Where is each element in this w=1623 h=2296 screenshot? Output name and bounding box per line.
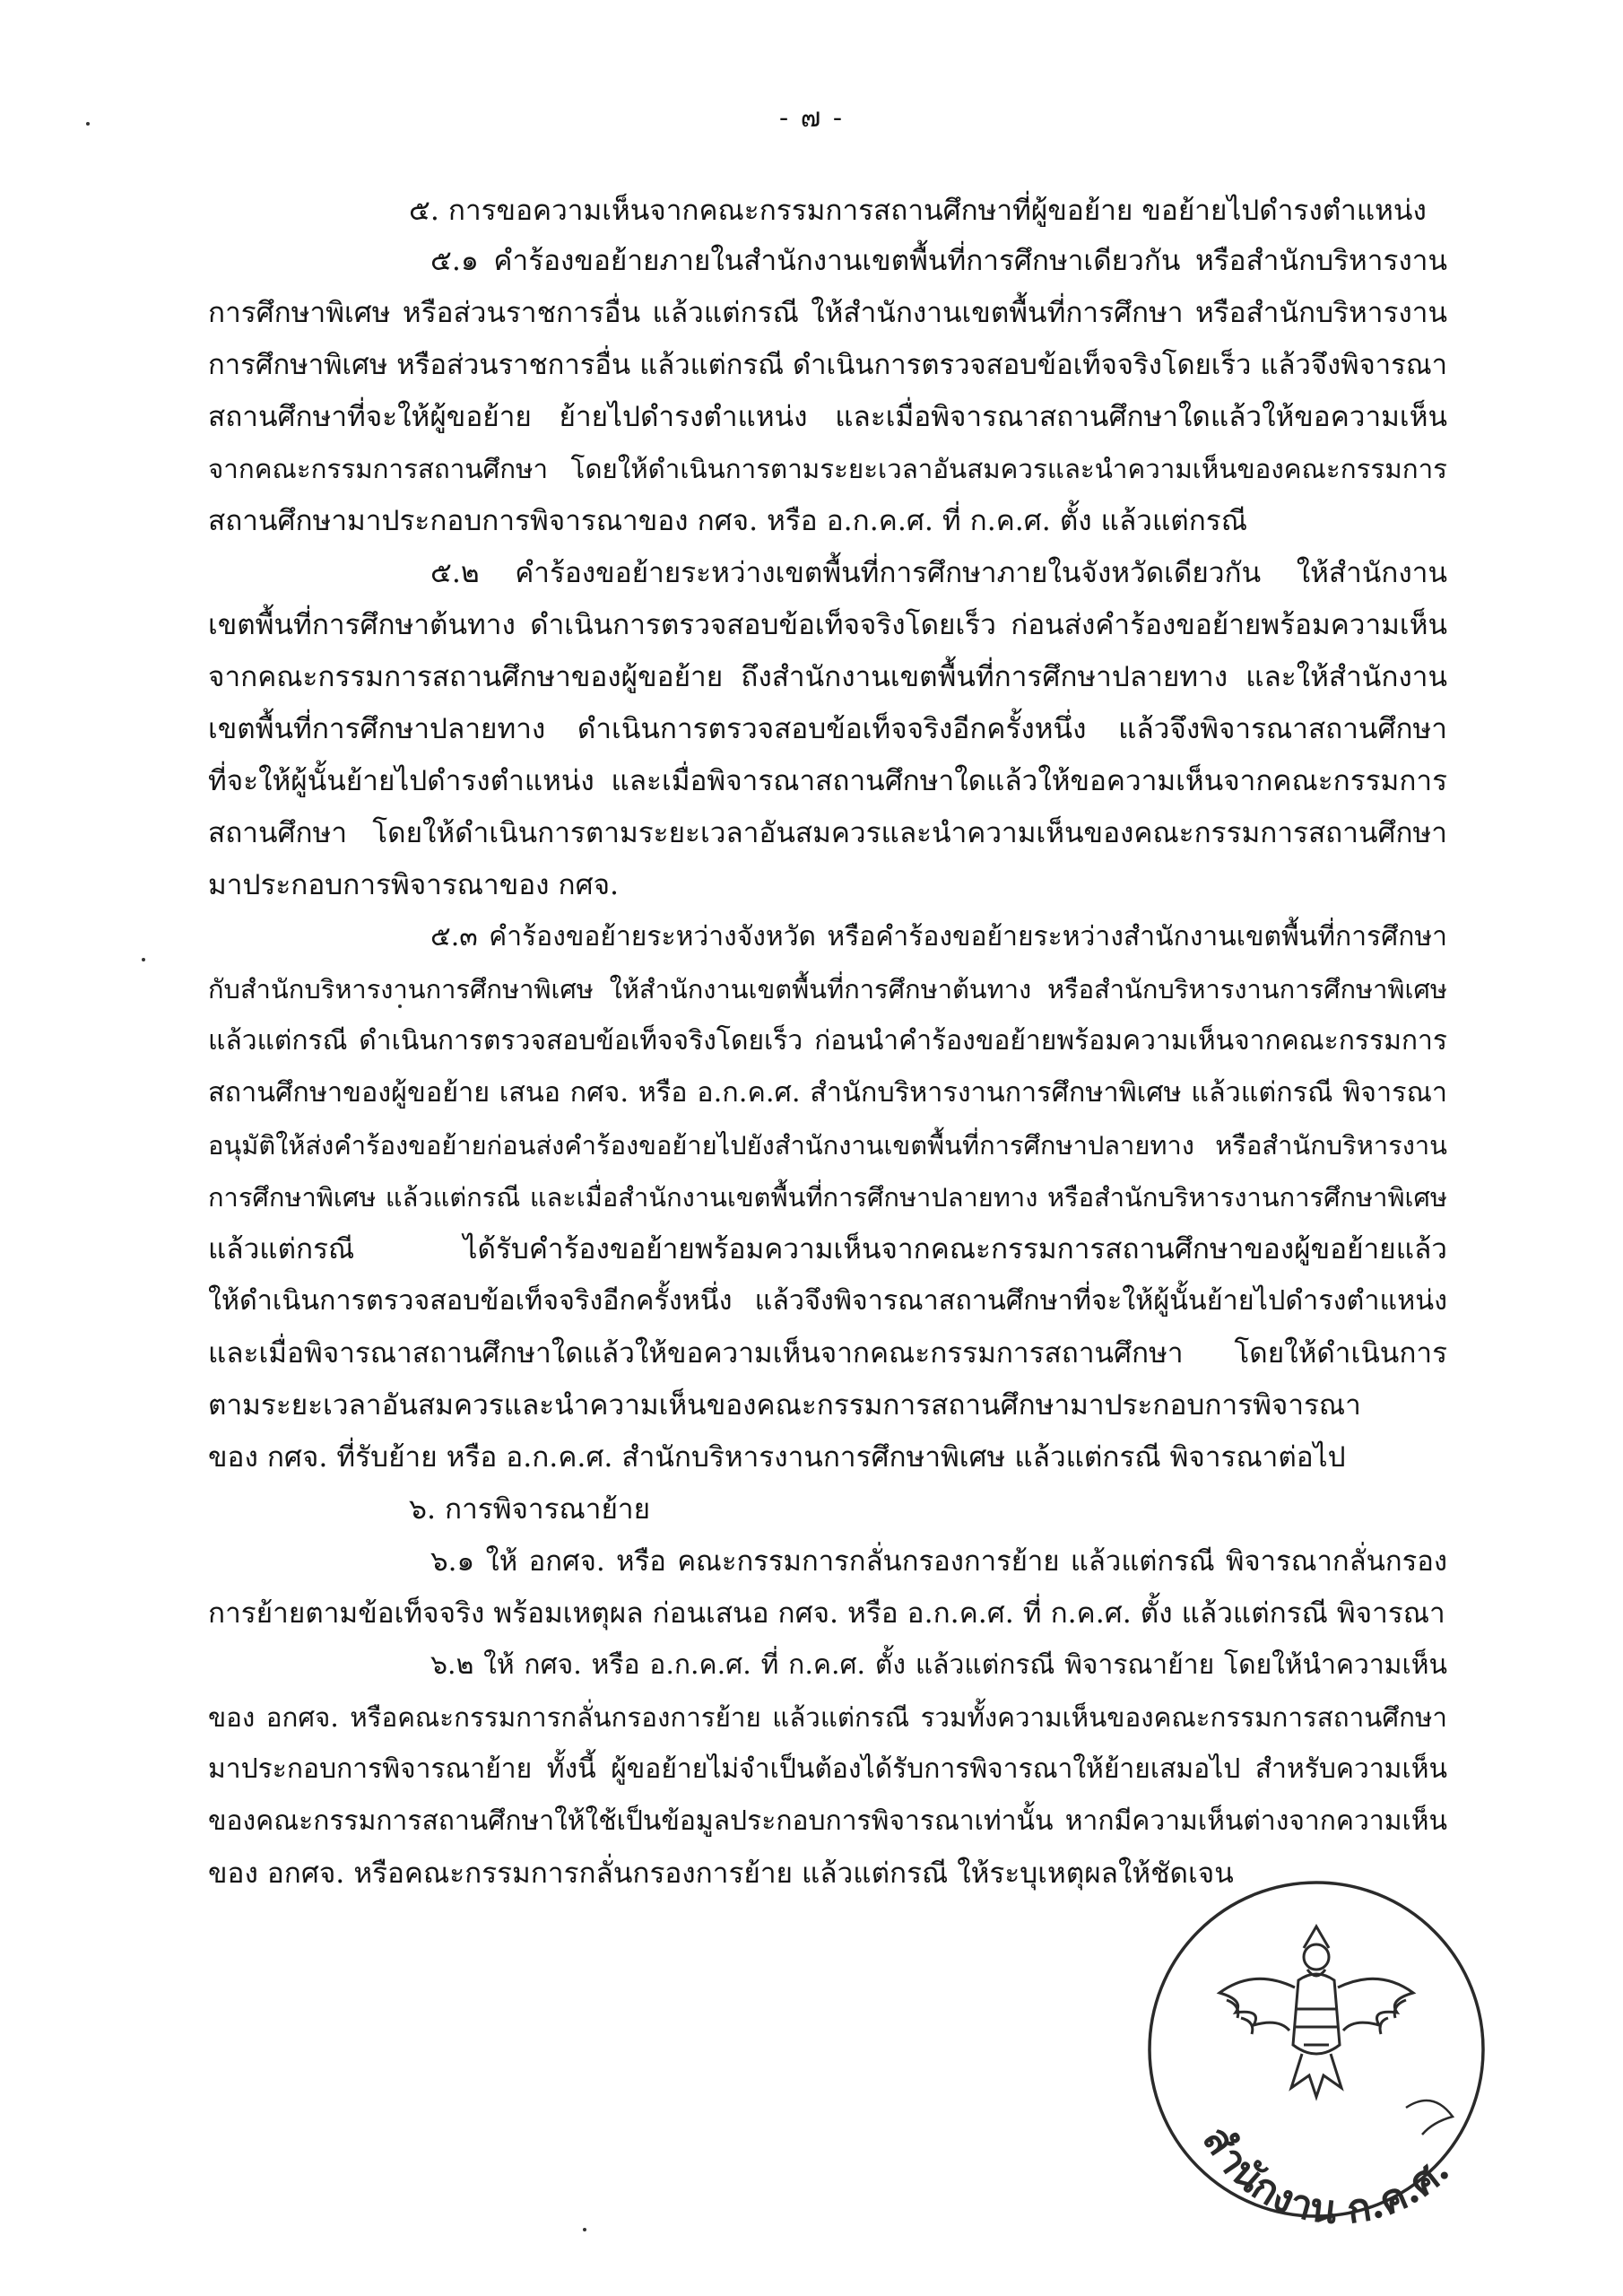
paragraph-line: จากคณะกรรมการสถานศึกษา โดยให้ดำเนินการตามระยะเวลาอันสมควรและนำความเห็นของคณะกรรมการ	[208, 454, 1447, 484]
paragraph-line: สถานศึกษามาประกอบการพิจารณาของ กศจ. หรือ อ.ก.ค.ศ. ที่ ก.ค.ศ. ตั้ง แล้วแต่กรณี	[208, 505, 1247, 537]
paragraph-line: สถานศึกษา โดยให้ดำเนินการตามระยะเวลาอันสมควรและนำความเห็นของคณะกรรมการสถานศึกษา	[208, 817, 1447, 849]
paragraph-line: ที่จะให้ผู้นั้นย้ายไปดำรงตำแหน่ง และเมื่อพิจารณาสถานศึกษาใดแล้วให้ขอความเห็นจากคณะกรรมการ	[208, 765, 1447, 797]
paragraph-line: มาประกอบการพิจารณาของ กศจ.	[208, 869, 620, 901]
official-seal-stamp	[1137, 1874, 1496, 2224]
paragraph-line: อนุมัติให้ส่งคำร้องขอย้ายก่อนส่งคำร้องขอย้ายไปยังสำนักงานเขตพื้นที่การศึกษาปลายทาง หรือสำนักบริหารงาน	[208, 1130, 1447, 1161]
paragraph-line: ของ อกศจ. หรือคณะกรรมการกลั่นกรองการย้าย แล้วแต่กรณี รวมทั้งความเห็นของคณะกรรมการสถานศึกษา	[208, 1702, 1447, 1733]
heading-section-6: ๖. การพิจารณาย้าย	[409, 1493, 651, 1526]
paragraph-line: แล้วแต่กรณี ดำเนินการตรวจสอบข้อเท็จจริงโดยเร็ว ก่อนนำคำร้องขอย้ายพร้อมความเห็นจากคณะกรรมการ	[208, 1025, 1447, 1057]
paragraph-line: สถานศึกษาของผู้ขอย้าย เสนอ กศจ. หรือ อ.ก.ค.ศ. สำนักบริหารงานการศึกษาพิเศษ แล้วแต่กรณี พิจารณา	[208, 1077, 1447, 1109]
paragraph-line: การศึกษาพิเศษ แล้วแต่กรณี และเมื่อสำนักงานเขตพื้นที่การศึกษาปลายทาง หรือสำนักบริหารงานการศึกษาพิเศษ	[208, 1182, 1447, 1213]
paragraph-line: ตามระยะเวลาอันสมควรและนำความเห็นของคณะกรรมการสถานศึกษามาประกอบการพิจารณา	[208, 1389, 1361, 1422]
paragraph-line: ของคณะกรรมการสถานศึกษาให้ใช้เป็นข้อมูลประกอบการพิจารณาเท่านั้น หากมีความเห็นต่างจากความเห็น	[208, 1805, 1447, 1837]
paragraph-line: จากคณะกรรมการสถานศึกษาของผู้ขอย้าย ถึงสำนักงานเขตพื้นที่การศึกษาปลายทาง และให้สำนักงาน	[208, 661, 1447, 693]
paragraph-line: การศึกษาพิเศษ หรือส่วนราชการอื่น แล้วแต่กรณี ดำเนินการตรวจสอบข้อเท็จจริงโดยเร็ว แล้วจึงพิจารณา	[208, 349, 1447, 381]
paragraph-line: เขตพื้นที่การศึกษาปลายทาง ดำเนินการตรวจสอบข้อเท็จจริงอีกครั้งหนึ่ง แล้วจึงพิจารณาสถานศึกษา	[208, 713, 1447, 745]
paragraph-line: กับสำนักบริหารงานการศึกษาพิเศษ ให้สำนักงานเขตพื้นที่การศึกษาต้นทาง หรือสำนักบริหารงานการศึกษาพิเศษ	[208, 974, 1447, 1004]
paragraph-line: ๕.๑ คำร้องขอย้ายภายในสำนักงานเขตพื้นที่การศึกษาเดียวกัน หรือสำนักบริหารงาน	[430, 245, 1447, 277]
paragraph-line: ๖.๑ ให้ อกศจ. หรือ คณะกรรมการกลั่นกรองการย้าย แล้วแต่กรณี พิจารณากลั่นกรอง	[430, 1545, 1447, 1578]
paragraph-line: การย้ายตามข้อเท็จจริง พร้อมเหตุผล ก่อนเสนอ กศจ. หรือ อ.ก.ค.ศ. ที่ ก.ค.ศ. ตั้ง แล้วแต่กรณี พิจารณา	[208, 1597, 1445, 1630]
seal-text: สำนักงาน ก.ค.ศ.	[1193, 2118, 1459, 2224]
paragraph-line: การศึกษาพิเศษ หรือส่วนราชการอื่น แล้วแต่กรณี ให้สำนักงานเขตพื้นที่การศึกษา หรือสำนักบริหารงาน	[208, 297, 1447, 329]
heading-section-5: ๕. การขอความเห็นจากคณะกรรมการสถานศึกษาที่ผู้ขอย้าย ขอย้ายไปดำรงตำแหน่ง	[409, 195, 1427, 227]
paragraph-line: มาประกอบการพิจารณาย้าย ทั้งนี้ ผู้ขอย้ายไม่จำเป็นต้องได้รับการพิจารณาให้ย้ายเสมอไป สำหรับความเห็น	[208, 1753, 1447, 1785]
paragraph-line: เขตพื้นที่การศึกษาต้นทาง ดำเนินการตรวจสอบข้อเท็จจริงโดยเร็ว ก่อนส่งคำร้องขอย้ายพร้อมความเห็น	[208, 609, 1447, 641]
paragraph-line: ของ อกศจ. หรือคณะกรรมการกลั่นกรองการย้าย แล้วแต่กรณี ให้ระบุเหตุผลให้ชัดเจน	[208, 1857, 1234, 1890]
signature-mark	[1406, 2100, 1453, 2135]
garuda-emblem-icon	[1219, 1926, 1413, 2097]
paragraph-line: สถานศึกษาที่จะให้ผู้ขอย้าย ย้ายไปดำรงตำแหน่ง และเมื่อพิจารณาสถานศึกษาใดแล้วให้ขอความเห็น	[208, 401, 1447, 433]
scan-speck	[86, 122, 90, 126]
paragraph-line: และเมื่อพิจารณาสถานศึกษาใดแล้วให้ขอความเห็นจากคณะกรรมการสถานศึกษา โดยให้ดำเนินการ	[208, 1337, 1447, 1370]
paragraph-line: ๕.๒ คำร้องขอย้ายระหว่างเขตพื้นที่การศึกษาภายในจังหวัดเดียวกัน ให้สำนักงาน	[430, 557, 1447, 589]
scan-speck	[398, 1004, 402, 1008]
paragraph-line: ๖.๒ ให้ กศจ. หรือ อ.ก.ค.ศ. ที่ ก.ค.ศ. ตั้ง แล้วแต่กรณี พิจารณาย้าย โดยให้นำความเห็น	[430, 1649, 1447, 1681]
page-number: - ๗ -	[779, 102, 844, 134]
paragraph-line: ของ กศจ. ที่รับย้าย หรือ อ.ก.ค.ศ. สำนักบริหารงานการศึกษาพิเศษ แล้วแต่กรณี พิจารณาต่อไป	[208, 1441, 1346, 1474]
scan-speck	[583, 2228, 586, 2231]
paragraph-line: ๕.๓ คำร้องขอย้ายระหว่างจังหวัด หรือคำร้องขอย้ายระหว่างสำนักงานเขตพื้นที่การศึกษา	[430, 921, 1447, 952]
paragraph-line: ให้ดำเนินการตรวจสอบข้อเท็จจริงอีกครั้งหนึ่ง แล้วจึงพิจารณาสถานศึกษาที่จะให้ผู้นั้นย้ายไปดำรงตำแหน่ง	[208, 1285, 1447, 1317]
scan-speck	[142, 958, 145, 961]
paragraph-line: แล้วแต่กรณี ได้รับคำร้องขอย้ายพร้อมความเห็นจากคณะกรรมการสถานศึกษาของผู้ขอย้ายแล้ว	[208, 1233, 1447, 1265]
